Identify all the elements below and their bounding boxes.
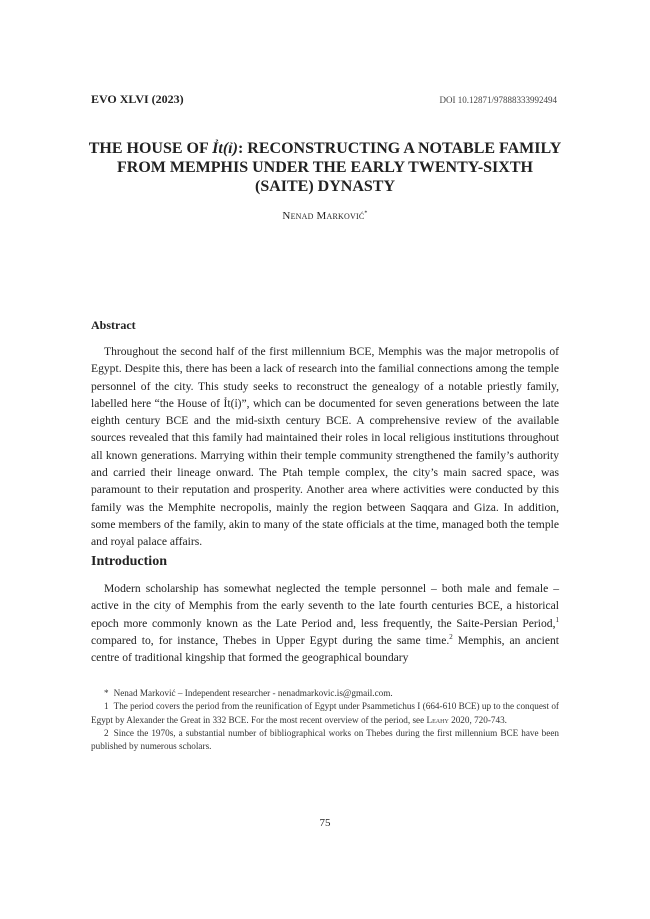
footnote-mark: *	[104, 688, 109, 698]
page-number: 75	[319, 817, 331, 829]
author-byline	[0, 210, 650, 222]
title-line-1	[80, 139, 570, 158]
intro-text-part-3: Memphis, an ancient centre of traditional kingship that formed the geographical boundary	[91, 633, 560, 665]
title-line-1-end: : RECONSTRUCTING A NOTABLE FAMILY	[237, 140, 562, 157]
author-footnote-mark[interactable]: *	[364, 210, 368, 217]
footnote-text: The period covers the period from the reunification of Egypt under Psammetichus I (664-610 BCE) up to the conquest of Egypt by Alexander the Great in 332 BCE. For the most recent overview of the period, see	[91, 701, 559, 725]
footnote-text: Nenad Marković – Independent researcher - nenadmarkovic.is@gmail.com.	[113, 688, 393, 698]
footnote-author	[91, 687, 559, 700]
abstract-text: Throughout the second half of the first millennium BCE, Memphis was the major metropolis of Egypt. Despite this, there has been a lack of research into the familial connections among the temple personnel of the city. This study seeks to reconstruct the genealogy of a notable priestly family, labelled here “the House of Ỉt(ỉ)”, which can be documented for seven generations between the late eighth century BCE and the mid-sixth century BCE. A comprehensive review of the available sources revealed that this family had maintained their roles in local religious institutions throughout all known generations. Marrying within their temple community strengthened the family’s authority and carried their lineage onward. The Ptah temple complex, the city’s main sacred space, was paramount to their reputation and prosperity. Another area where activities were conducted by this family was the Memphite necropolis, mainly the region between Saqqara and Giza. In addition, some members of the family, akin to many of the state officials at the time, managed both the temple and royal palace affairs.	[91, 345, 559, 549]
title-line-1-start: THE HOUSE OF	[88, 140, 213, 157]
footnote-text: Since the 1970s, a substantial number of bibliographical works on Thebes during the first millennium BCE have been published by numerous scholars.	[91, 727, 559, 752]
title-line-2: FROM MEMPHIS UNDER THE EARLY TWENTY-SIXTH	[117, 159, 533, 176]
journal-issue: EVO XLVI (2023)	[91, 92, 184, 106]
article-title	[80, 139, 570, 196]
footnotes	[91, 687, 559, 753]
footnote-ref-1[interactable]: 1	[555, 615, 559, 624]
footnote-2	[91, 727, 559, 754]
intro-text-part-1: Modern scholarship has somewhat neglected the temple personnel – both male and female – active in the city of Memphis from the early seventh to the late fourth centuries BCE, a historical epoch more commonly known as the Late Period and, less frequently, the Saite-Persian Period,	[91, 582, 559, 630]
footnote-ref-2[interactable]: 2	[449, 633, 453, 642]
author-name: Nenad Marković	[282, 210, 365, 222]
introduction-heading: Introduction	[91, 554, 167, 569]
abstract-heading: Abstract	[91, 318, 136, 332]
footnote-mark: 2	[104, 727, 109, 738]
title-line-3: (SAITE) DYNASTY	[254, 178, 396, 195]
footnote-1	[91, 700, 559, 727]
intro-text-part-2: compared to, for instance, Thebes in Upper Egypt during the same time.	[91, 633, 450, 647]
title-family-name: Ỉt(ỉ)	[212, 140, 238, 157]
footnote-mark: 1	[104, 701, 109, 712]
doi-label[interactable]: DOI 10.12871/97888333992494	[439, 95, 557, 105]
footnote-citation-pages: 2020, 720-743.	[448, 714, 507, 725]
running-header	[91, 92, 557, 107]
introduction-text	[91, 580, 559, 666]
footnote-citation-author: Leahy	[426, 714, 449, 725]
